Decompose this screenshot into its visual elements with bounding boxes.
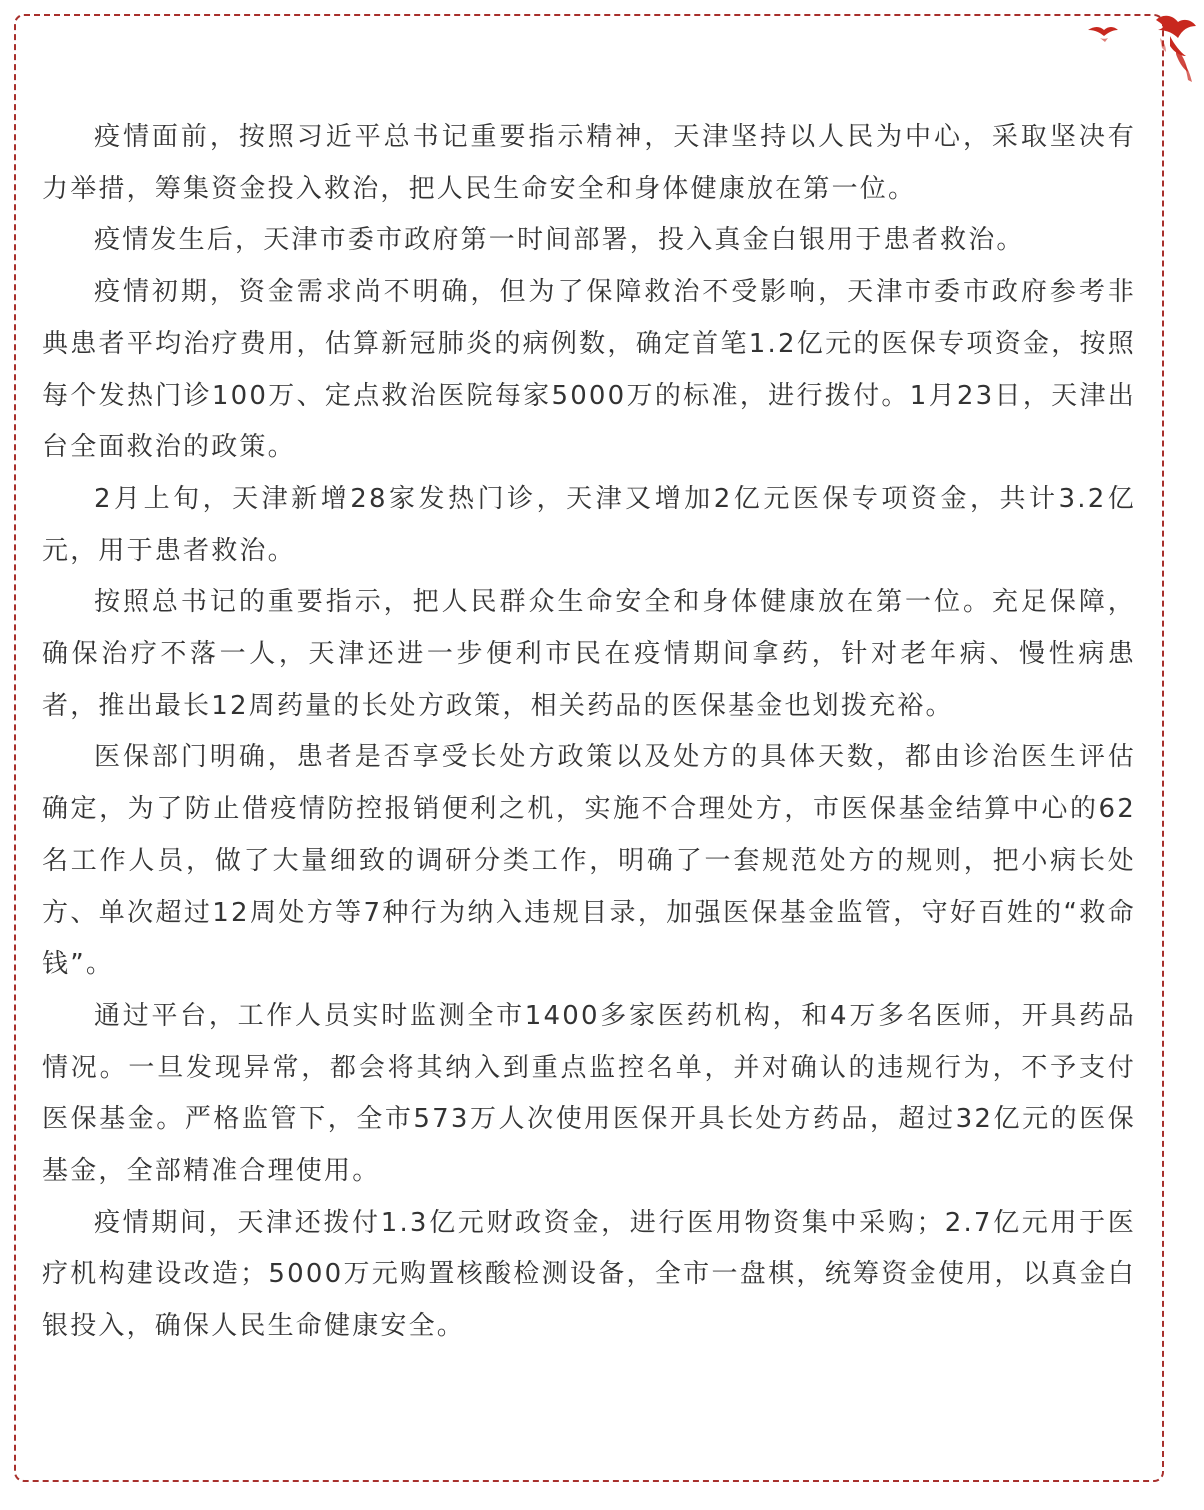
paragraph-8: 疫情期间，天津还拨付1.3亿元财政资金，进行医用物资集中采购；2.7亿元用于医疗机构建设改造；5000万元购置核酸检测设备，全市一盘棋，统筹资金使用，以真金白银投入，确保人民生命健康安全。 (42, 1207, 1136, 1342)
paragraph-3: 疫情初期，资金需求尚不明确，但为了保障救治不受影响，天津市委市政府参考非典患者平均治疗费用，估算新冠肺炎的病例数，确定首笔1.2亿元的医保专项资金，按照每个发热门诊100万、定点救治医院每家5000万的标准，进行拨付。1月23日，天津出台全面救治的政策。 (42, 277, 1136, 463)
paragraph-4: 2月上旬，天津新增28家发热门诊，天津又增加2亿元医保专项资金，共计3.2亿元，用于患者救治。 (42, 483, 1136, 566)
paragraph-1: 疫情面前，按照习近平总书记重要指示精神，天津坚持以人民为中心，采取坚决有力举措，筹集资金投入救治，把人民生命安全和身体健康放在第一位。 (42, 122, 1136, 204)
paragraph-6: 医保部门明确，患者是否享受长处方政策以及处方的具体天数，都由诊治医生评估确定，为了防止借疫情防控报销便利之机，实施不合理处方，市医保基金结算中心的62名工作人员，做了大量细致的调研分类工作，明确了一套规范处方的规则，把小病长处方、单次超过12周处方等7种行为纳入违规目录，加强医保基金监管，守好百姓的“救命钱”。 (42, 742, 1136, 980)
article-body (42, 112, 1136, 1353)
flying-birds-ornament-icon (1048, 8, 1198, 88)
paragraph-5: 按照总书记的重要指示，把人民群众生命安全和身体健康放在第一位。充足保障，确保治疗不落一人，天津还进一步便利市民在疫情期间拿药，针对老年病、慢性病患者，推出最长12周药量的长处方政策，相关药品的医保基金也划拨充裕。 (42, 587, 1136, 721)
paragraph-7: 通过平台，工作人员实时监测全市1400多家医药机构，和4万多名医师，开具药品情况。一旦发现异常，都会将其纳入到重点监控名单，并对确认的违规行为，不予支付医保基金。严格监管下，全市573万人次使用医保开具长处方药品，超过32亿元的医保基金，全部精准合理使用。 (42, 1000, 1136, 1187)
paragraph-2: 疫情发生后，天津市委市政府第一时间部署，投入真金白银用于患者救治。 (94, 225, 1025, 256)
